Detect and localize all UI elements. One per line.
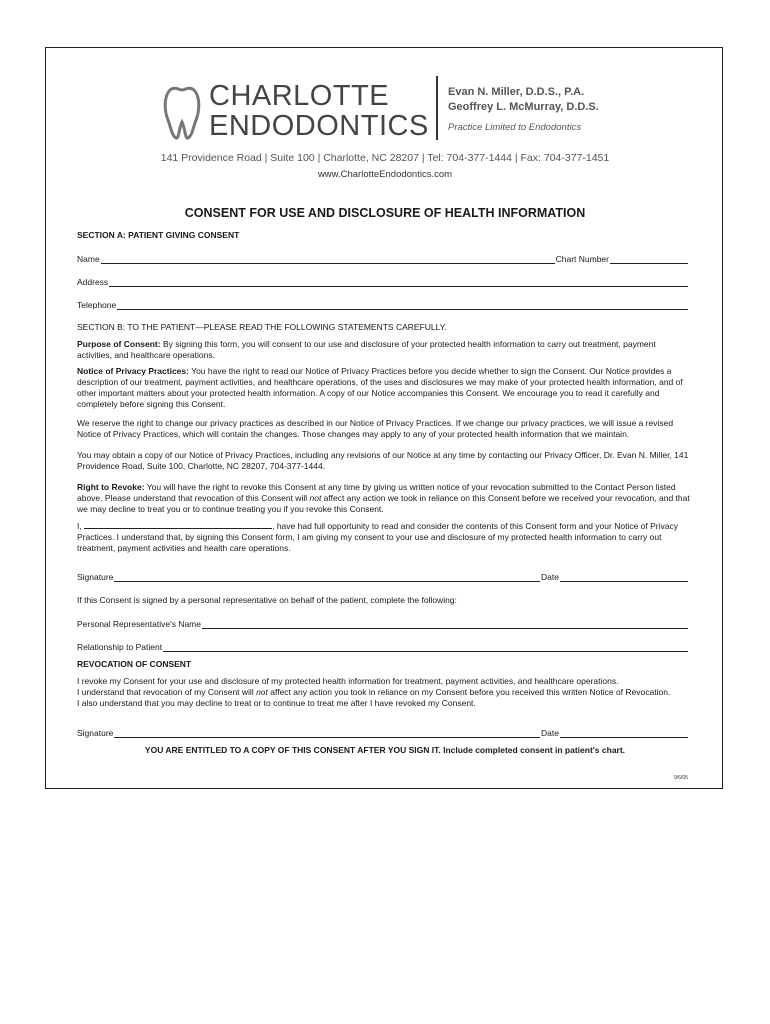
tooth-logo-icon: [162, 82, 202, 142]
date-field[interactable]: [560, 573, 688, 582]
doctor-1: Evan N. Miller, D.D.S., P.A.: [448, 86, 585, 98]
revocation-signature-row: [77, 728, 689, 738]
name-field[interactable]: [101, 255, 555, 264]
revocation-paragraph: [77, 676, 693, 709]
purpose-text: By signing this form, you will consent to our use and disclosure of your protected health information to carry out treatment, payment activities, and healthcare operations.: [77, 339, 656, 360]
signature-row: [77, 572, 689, 582]
revoke-heading: Right to Revoke:: [77, 482, 145, 492]
relationship-field[interactable]: [163, 643, 688, 652]
consent-form-page: [45, 47, 723, 789]
address-label: Address: [77, 277, 109, 287]
brand-name-line1: CHARLOTTE: [209, 80, 390, 112]
address-row: [77, 277, 689, 287]
brand-name-line2: ENDODONTICS: [209, 110, 429, 142]
doctor-2: Geoffrey L. McMurray, D.D.S.: [448, 101, 599, 113]
rep-name-field[interactable]: [202, 620, 688, 629]
revocation-signature-label: Signature: [77, 728, 114, 738]
section-b-text: SECTION B: TO THE PATIENT—PLEASE READ THE FOLLOWING STATEMENTS CAREFULLY.: [77, 322, 447, 332]
website-link[interactable]: www.CharlotteEndodontics.com: [317, 169, 453, 180]
relationship-label: Relationship to Patient: [77, 642, 163, 652]
signature-field[interactable]: [114, 573, 540, 582]
purpose-paragraph: [77, 339, 693, 361]
name-row: [77, 254, 689, 264]
entitled-notice: YOU ARE ENTITLED TO A COPY OF THIS CONSENT AFTER YOU SIGN IT. Include completed consent in patient's chart.: [144, 745, 626, 755]
notice-text: You have the right to read our Notice of Privacy Practices before you decide whether to sign the Consent. Our Notice provides a description of our treatment, payment activities, and healthcare operations, of the uses and disclosures we may make of your protected health information, and of other important matters about your protected health information. A copy of our Notice accompanies this Consent. We encourage you to read it carefully and completely before signing this Consent.: [77, 366, 683, 409]
section-b-heading: [77, 322, 693, 333]
revocation-line-2b: affect any action you took in reliance on my Consent before you received this written Notice of Revocation.: [267, 687, 671, 697]
header-divider: [436, 76, 438, 140]
address-field[interactable]: [109, 278, 688, 287]
revocation-signature-field[interactable]: [114, 729, 540, 738]
patient-name-field[interactable]: [84, 521, 272, 529]
revocation-line-1: I revoke my Consent for your use and disclosure of my protected health information for treatment, payment activities, and healthcare operations.: [77, 676, 619, 686]
revision-date: 9/6/05: [674, 775, 688, 781]
reserve-paragraph: We reserve the right to change our privacy practices as described in our Notice of Privacy Practices. If we change our privacy practices, we will issue a revised Notice of Privacy Practices, which will contain the changes. Those changes may apply to any of your protected health information that we maintain.: [77, 418, 674, 439]
telephone-field[interactable]: [117, 301, 688, 310]
revoke-paragraph: [77, 482, 693, 515]
revocation-not: not: [256, 687, 268, 697]
representative-note: If this Consent is signed by a personal representative on behalf of the patient, complete the following:: [77, 595, 457, 605]
revocation-date-field[interactable]: [560, 729, 688, 738]
practice-tagline: Practice Limited to Endodontics: [448, 122, 582, 133]
chart-number-field[interactable]: [610, 255, 688, 264]
revocation-heading: REVOCATION OF CONSENT: [77, 659, 192, 669]
section-a-heading: SECTION A: PATIENT GIVING CONSENT: [77, 230, 240, 240]
notice-heading: Notice of Privacy Practices:: [77, 366, 189, 376]
telephone-row: [77, 300, 689, 310]
revoke-text-2: affect any action we took in reliance on this Consent before we received your revocation, and that we may decline to treat you or to continue treating you if you revoke this Consent.: [77, 493, 690, 514]
name-label: Name: [77, 254, 100, 264]
form-title: CONSENT FOR USE AND DISCLOSURE OF HEALTH INFORMATION: [184, 206, 586, 220]
revoke-text-1: You will have the right to revoke this Consent at any time by giving us written notice of your revocation submitted to the Contact Person listed above. Please understand that revocation of this Consent will: [77, 482, 676, 503]
acknowledgement-paragraph: [77, 521, 693, 554]
purpose-heading: Purpose of Consent:: [77, 339, 161, 349]
telephone-label: Telephone: [77, 300, 117, 310]
revoke-not: not: [309, 493, 322, 503]
rep-name-row: [77, 619, 689, 629]
relationship-row: [77, 642, 689, 652]
rep-name-label: Personal Representative's Name: [77, 619, 201, 629]
signature-label: Signature: [77, 572, 114, 582]
notice-paragraph: [77, 366, 693, 410]
i-label: I,: [77, 521, 82, 531]
acknowledgement-text: , have had full opportunity to read and consider the contents of this Consent form and your Notice of Privacy Practices. I understand that, by signing this Consent form, I am giving my consent to your use and disclosure of my protected health information to carry out treatment, payment activities and health care operations.: [77, 521, 678, 553]
date-label: Date: [541, 572, 559, 582]
revocation-date-label: Date: [541, 728, 559, 738]
chart-number-label: Chart Number: [555, 254, 609, 264]
revocation-line-3: I also understand that you may decline to treat or to continue to treat me after I have revoked my Consent.: [77, 698, 476, 708]
revocation-line-2: [77, 687, 693, 698]
obtain-paragraph: You may obtain a copy of our Notice of Privacy Practices, including any revisions of our Notice at any time by contacting our Privacy Officer, Dr. Evan N. Miller, 141 Providence Road, Suite 100, Charlotte, NC 28207, 704-377-1444.: [77, 450, 689, 471]
office-address: 141 Providence Road | Suite 100 | Charlotte, NC 28207 | Tel: 704-377-1444 | Fax: 704-377-1451: [160, 152, 610, 164]
revocation-line-2a: I understand that revocation of my Consent will: [77, 687, 257, 697]
